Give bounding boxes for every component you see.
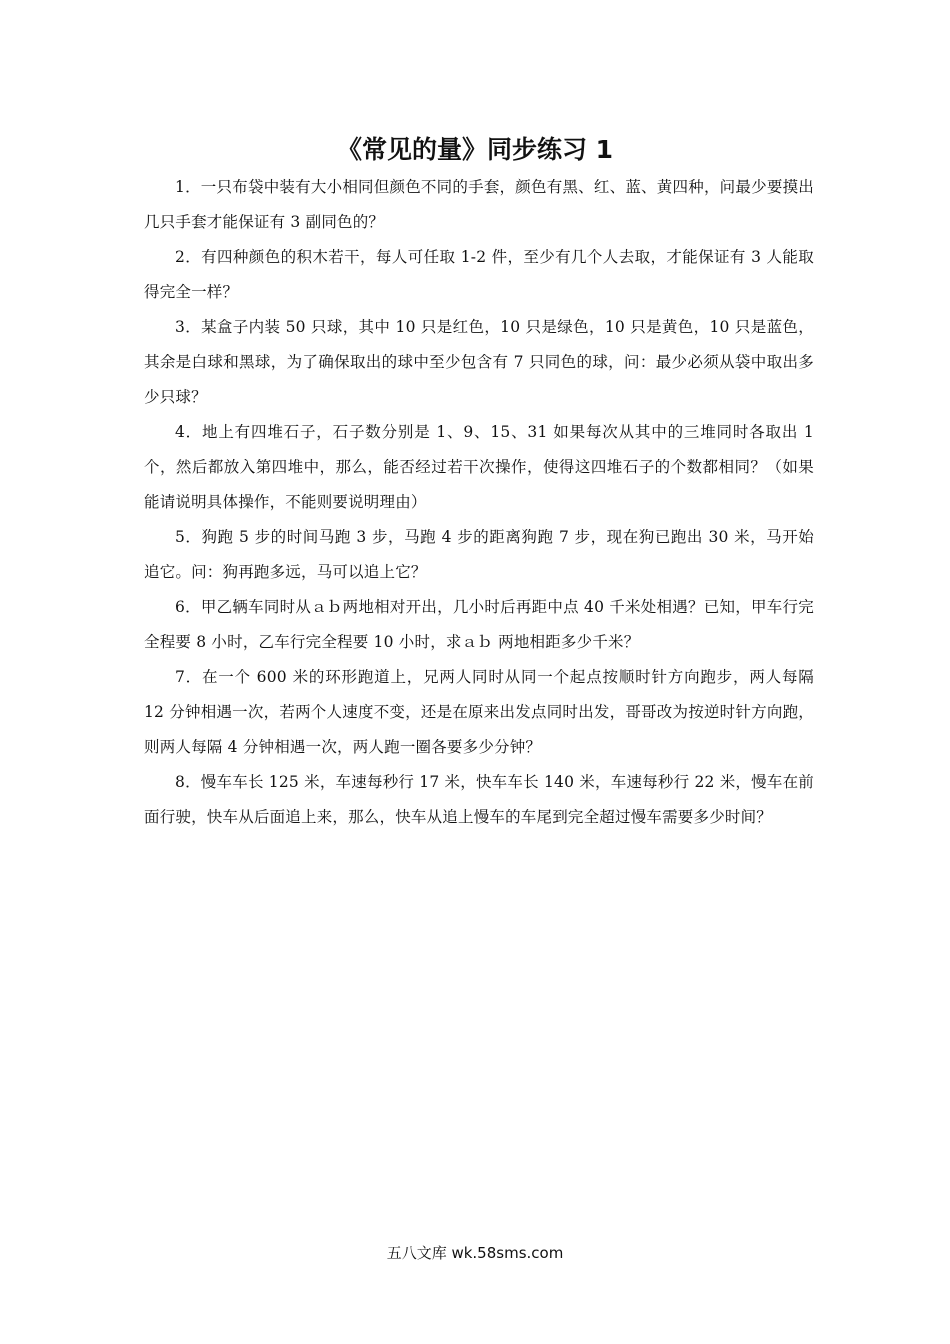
footer-watermark: 五八文库 wk.58sms.com (386, 1244, 564, 1262)
question-2: 2．有四种颜色的积木若干，每人可任取 1-2 件，至少有几个人去取，才能保证有 3 人能取得完全一样？ (144, 248, 814, 301)
question-6: 6．甲乙辆车同时从ａｂ两地相对开出，几小时后再距中点 40 千米处相遇？已知，甲车行完全程要 8 小时，乙车行完全程要 10 小时，求ａｂ 两地相距多少千米？ (144, 598, 814, 651)
question-7: 7．在一个 600 米的环形跑道上，兄两人同时从同一个起点按顺时针方向跑步，两人每隔 12 分钟相遇一次，若两个人速度不变，还是在原来出发点同时出发，哥哥改为按逆时针方向跑，则两人每隔 4 分钟相遇一次，两人跑一圈各要多少分钟？ (144, 668, 814, 756)
question-8: 8．慢车车长 125 米，车速每秒行 17 米，快车车长 140 米，车速每秒行 22 米，慢车在前面行驶，快车从后面追上来，那么，快车从追上慢车的车尾到完全超过慢车需要多少时间？ (144, 773, 814, 826)
question-5: 5．狗跑 5 步的时间马跑 3 步，马跑 4 步的距离狗跑 7 步，现在狗已跑出 30 米，马开始追它。问：狗再跑多远，马可以追上它？ (144, 528, 814, 581)
question-3: 3．某盒子内装 50 只球，其中 10 只是红色，10 只是绿色，10 只是黄色，10 只是蓝色，其余是白球和黑球，为了确保取出的球中至少包含有 7 只同色的球，问：最少必须从袋中取出多少只球？ (144, 318, 814, 406)
question-list (144, 170, 814, 835)
question-1: 1．一只布袋中装有大小相同但颜色不同的手套，颜色有黑、红、蓝、黄四种，问最少要摸出几只手套才能保证有 3 副同色的？ (144, 178, 814, 231)
question-4: 4．地上有四堆石子，石子数分别是 1、9、15、31 如果每次从其中的三堆同时各取出 1 个，然后都放入第四堆中，那么，能否经过若干次操作，使得这四堆石子的个数都相同？（如果能请说明具体操作，不能则要说明理由） (144, 423, 814, 511)
page-title: 《常见的量》同步练习 1 (336, 135, 614, 164)
